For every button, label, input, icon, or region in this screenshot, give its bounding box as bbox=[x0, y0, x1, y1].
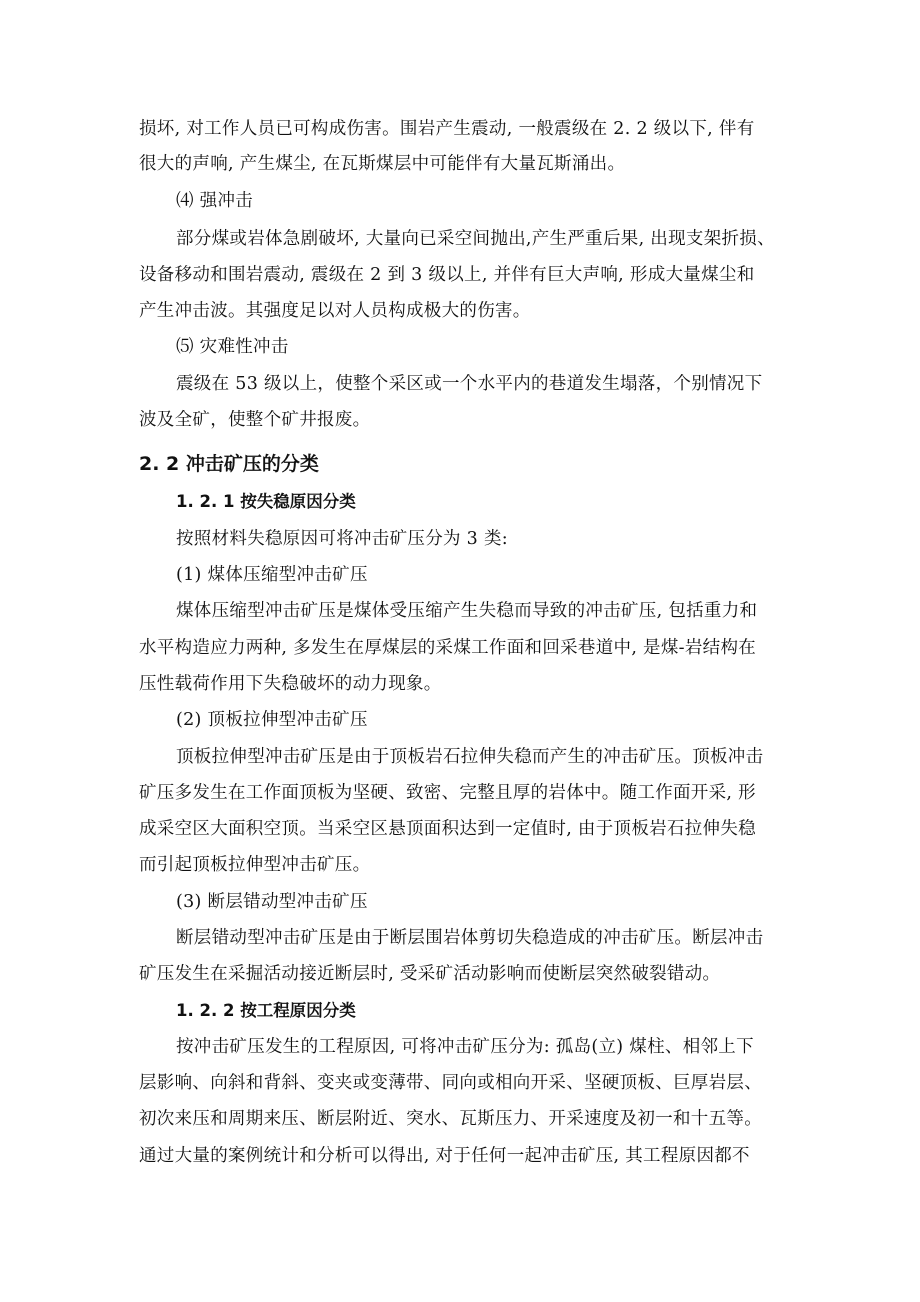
paragraph-line: 初次来压和周期来压、断层附近、突水、瓦斯压力、开采速度及初一和十五等。 bbox=[139, 1109, 762, 1129]
paragraph-line: 通过大量的案例统计和分析可以得出, 对于任何一起冲击矿压, 其工程原因都不 bbox=[139, 1146, 750, 1166]
paragraph-line: 损坏, 对工作人员已可构成伤害。围岩产生震动, 一般震级在 2. 2 级以下, 伴有 bbox=[139, 119, 755, 139]
paragraph-line: 而引起顶板拉伸型冲击矿压。 bbox=[139, 855, 371, 875]
subsection-heading: 1. 2. 1 按失稳原因分类 bbox=[176, 492, 356, 511]
list-item-label: (1) 煤体压缩型冲击矿压 bbox=[176, 565, 368, 585]
paragraph-line: 断层错动型冲击矿压是由于断层围岩体剪切失稳造成的冲击矿压。断层冲击 bbox=[176, 928, 764, 948]
paragraph-line: 顶板拉伸型冲击矿压是由于顶板岩石拉伸失稳而产生的冲击矿压。顶板冲击 bbox=[176, 747, 764, 767]
paragraph-line: 设备移动和围岩震动, 震级在 2 到 3 级以上, 并伴有巨大声响, 形成大量煤尘和 bbox=[139, 265, 755, 285]
paragraph-line: 按冲击矿压发生的工程原因, 可将冲击矿压分为: 孤岛(立) 煤柱、相邻上下 bbox=[176, 1037, 754, 1057]
subsection-heading: 1. 2. 2 按工程原因分类 bbox=[176, 1001, 356, 1020]
paragraph-line: 波及全矿，使整个矿井报废。 bbox=[139, 410, 371, 430]
list-item-label: (3) 断层错动型冲击矿压 bbox=[176, 892, 368, 912]
section-heading: 2. 2 冲击矿压的分类 bbox=[139, 453, 319, 475]
paragraph-line: 震级在 53 级以上，使整个采区或一个水平内的巷道发生塌落，个别情况下 bbox=[176, 374, 763, 394]
paragraph-line: 矿压发生在采掘活动接近断层时, 受采矿活动影响而使断层突然破裂错动。 bbox=[139, 964, 721, 984]
paragraph-line: 水平构造应力两种, 多发生在厚煤层的采煤工作面和回采巷道中, 是煤-岩结构在 bbox=[139, 638, 757, 658]
paragraph-line: 产生冲击波。其强度足以对人员构成极大的伤害。 bbox=[139, 301, 531, 321]
paragraph-line: 部分煤或岩体急剧破坏, 大量向已采空间抛出,产生严重后果, 出现支架折损、 bbox=[176, 229, 775, 249]
list-item-label: (2) 顶板拉伸型冲击矿压 bbox=[176, 710, 368, 730]
paragraph-line: 层影响、向斜和背斜、变夹或变薄带、同向或相向开采、坚硬顶板、巨厚岩层、 bbox=[139, 1073, 762, 1093]
list-item-label: ⑷ 强冲击 bbox=[176, 191, 254, 211]
paragraph-line: 煤体压缩型冲击矿压是煤体受压缩产生失稳而导致的冲击矿压, 包括重力和 bbox=[176, 601, 758, 621]
paragraph-line: 很大的声响, 产生煤尘, 在瓦斯煤层中可能伴有大量瓦斯涌出。 bbox=[139, 154, 626, 174]
list-item-label: ⑸ 灾难性冲击 bbox=[176, 337, 289, 357]
paragraph-line: 按照材料失稳原因可将冲击矿压分为 3 类: bbox=[176, 529, 508, 549]
paragraph-line: 成采空区大面积空顶。当采空区悬顶面积达到一定值时, 由于顶板岩石拉伸失稳 bbox=[139, 819, 756, 839]
paragraph-line: 矿压多发生在工作面顶板为坚硬、致密、完整且厚的岩体中。随工作面开采, 形 bbox=[139, 783, 756, 803]
paragraph-line: 压性载荷作用下失稳破坏的动力现象。 bbox=[139, 674, 442, 694]
